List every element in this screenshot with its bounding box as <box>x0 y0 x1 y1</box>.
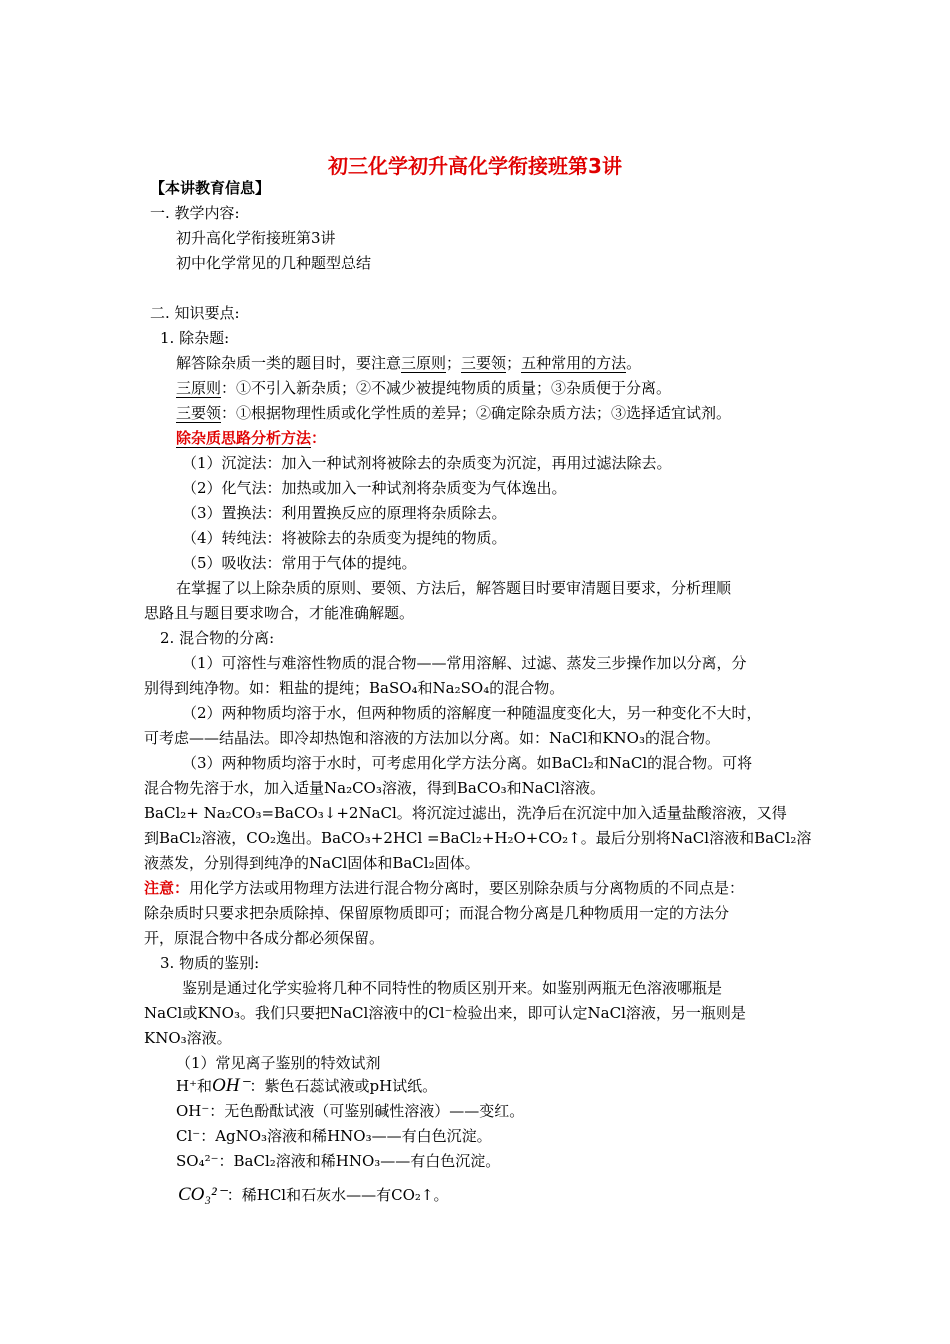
point3-heading: 3. 物质的鉴别: <box>160 954 260 972</box>
method-3: （3）置换法：利用置换反应的原理将杂质除去。 <box>182 504 507 522</box>
three-essentials-text: ：①根据物理性质或化学性质的差异；②确定除杂质方法；③选择适宜试剂。 <box>221 404 732 422</box>
point2-heading: 2. 混合物的分离: <box>160 629 275 647</box>
summary-line2: 思路且与题目要求吻合，才能准确解题。 <box>144 604 415 622</box>
separation-b2: 可考虑——结晶法。即冷却热饱和溶液的方法加以分离。如：NaCl和KNO₃的混合物。 <box>144 729 720 747</box>
identify-line3: KNO₃溶液。 <box>144 1029 232 1047</box>
separation-b1: （2）两种物质均溶于水，但两种物质的溶解度一种随温度变化大，另一种变化不大时， <box>182 704 762 722</box>
note-label: 注意： <box>144 879 190 897</box>
separation-a2: 别得到纯净物。如：粗盐的提纯；BaSO₄和Na₂SO₄的混合物。 <box>144 679 565 697</box>
summary-line1: 在掌握了以上除杂质的原则、要领、方法后，解答题目时要审清题目要求，分析理顺 <box>176 579 732 597</box>
reagent-h: H⁺和 <box>176 1077 212 1095</box>
reagent-oh: OH⁻：无色酚酞试液（可鉴别碱性溶液）——变红。 <box>176 1102 525 1120</box>
point1-heading: 1. 除杂题: <box>160 329 230 347</box>
three-principles-text: ：①不引入新杂质；②不减少被提纯物质的质量；③杂质便于分离。 <box>221 379 672 397</box>
intro-underline-3: 五种常用的方法 <box>521 354 627 372</box>
note-line3: 开，原混合物中各成分都必须保留。 <box>144 929 385 947</box>
intro-sep-2: ； <box>506 354 522 372</box>
section1-line1: 初升高化学衔接班第3讲 <box>176 229 336 247</box>
reagent-h-oh-text: ：紫色石蕊试液或pH试纸。 <box>249 1077 438 1095</box>
intro-end: 。 <box>626 354 642 372</box>
separation-c4: 到BaCl₂溶液，CO₂逸出。BaCO₃+2HCl =BaCl₂+H₂O+CO₂↑。最后分别将NaCl溶液和BaCl₂溶 <box>144 829 812 847</box>
note-line2: 除杂质时只要求把杂质除掉、保留原物质即可；而混合物分离是几种物质用一定的方法分 <box>144 904 730 922</box>
point1-intro <box>176 353 641 373</box>
note-text: 用化学方法或用物理方法进行混合物分离时，要区别除杂质与分离物质的不同点是： <box>189 879 745 897</box>
method-1: （1）沉淀法：加入一种试剂将被除去的杂质变为沉淀，再用过滤法除去。 <box>182 454 672 472</box>
reagent-h-oh <box>176 1076 437 1096</box>
reagent-so4: SO₄²⁻：BaCl₂溶液和稀HNO₃——有白色沉淀。 <box>176 1152 501 1170</box>
three-principles-label: 三原则 <box>176 379 222 397</box>
note-line1 <box>144 878 744 898</box>
oh-formula: OH⁻ <box>212 1075 250 1096</box>
three-essentials-label: 三要领 <box>176 404 222 422</box>
reagent-co3-text: ：稀HCl和石灰水——有CO₂↑。 <box>226 1186 449 1204</box>
reagent-cl: Cl⁻：AgNO₃溶液和稀HNO₃——有白色沉淀。 <box>176 1127 492 1145</box>
identify-line1: 鉴别是通过化学实验将几种不同特性的物质区别开来。如鉴别两瓶无色溶液哪瓶是 <box>182 979 723 997</box>
separation-c2: 混合物先溶于水，加入适量Na₂CO₃溶液，得到BaCO₃和NaCl溶液。 <box>144 779 605 797</box>
section1-heading: 一. 教学内容: <box>150 204 240 222</box>
three-essentials <box>176 403 731 423</box>
identify-line2: NaCl或KNO₃。我们只要把NaCl溶液中的Cl⁻检验出来，即可认定NaCl溶液，另一瓶则是 <box>144 1004 746 1022</box>
info-heading: 【本讲教育信息】 <box>150 179 271 197</box>
method-heading-text: 除杂质思路分析方法 <box>176 429 312 447</box>
reagent-subheading: （1）常见离子鉴别的特效试剂 <box>176 1054 381 1072</box>
intro-sep-1: ； <box>446 354 462 372</box>
separation-c1: （3）两种物质均溶于水时，可考虑用化学方法分离。如BaCl₂和NaCl的混合物。可将 <box>182 754 753 772</box>
method-4: （4）转纯法：将被除去的杂质变为提纯的物质。 <box>182 529 507 547</box>
method-5: （5）吸收法：常用于气体的提纯。 <box>182 554 417 572</box>
co3-formula: CO₃²⁻ <box>178 1184 227 1205</box>
method-heading-colon: ： <box>311 429 327 447</box>
separation-c5: 液蒸发，分别得到纯净的NaCl固体和BaCl₂固体。 <box>144 854 480 872</box>
reagent-co3 <box>178 1185 448 1205</box>
method-heading <box>176 428 326 448</box>
three-principles <box>176 378 671 398</box>
intro-text: 解答除杂质一类的题目时，要注意 <box>176 354 402 372</box>
intro-underline-1: 三原则 <box>401 354 447 372</box>
page-title: 初三化学初升高化学衔接班第3讲 <box>328 154 622 178</box>
intro-underline-2: 三要领 <box>461 354 507 372</box>
separation-a1: （1）可溶性与难溶性物质的混合物——常用溶解、过滤、蒸发三步操作加以分离，分 <box>182 654 747 672</box>
section2-heading: 二. 知识要点: <box>150 304 240 322</box>
separation-c3: BaCl₂+ Na₂CO₃=BaCO₃↓+2NaCl。将沉淀过滤出，洗净后在沉淀中加入适量盐酸溶液，又得 <box>144 804 787 822</box>
section1-line2: 初中化学常见的几种题型总结 <box>176 254 372 272</box>
method-2: （2）化气法：加热或加入一种试剂将杂质变为气体逸出。 <box>182 479 567 497</box>
